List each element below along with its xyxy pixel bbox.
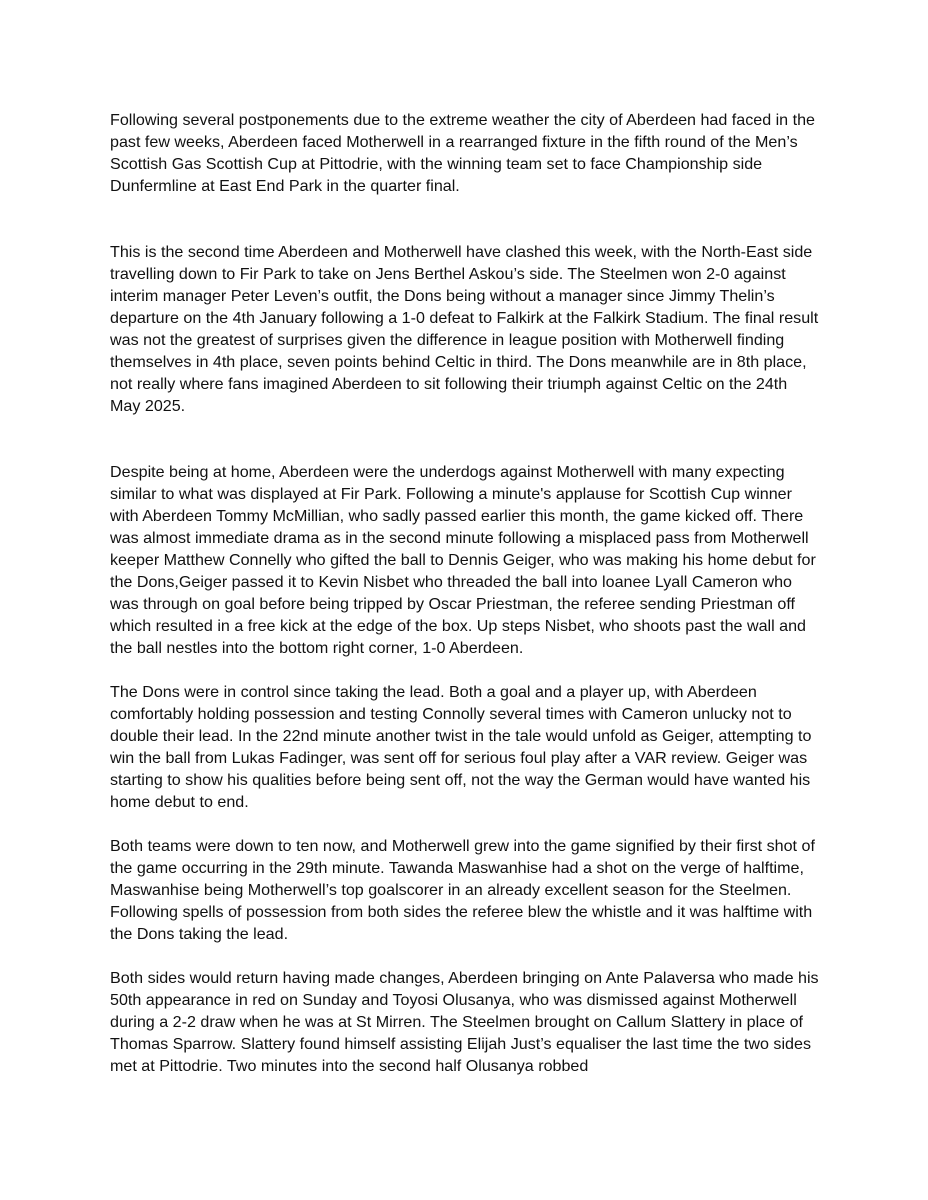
paragraph: This is the second time Aberdeen and Motherwell have clashed this week, with the North-East side travelling down to Fir Park to take on Jens Berthel Askou’s side. The Steelmen won 2-0 against interim manager Peter Leven’s outfit, the Dons being without a manager since Jimmy Thelin’s departure on the 4th January following a 1-0 defeat to Falkirk at the Falkirk Stadium. The final result was not the greatest of surprises given the difference in league position with Motherwell finding themselves in 4th place, seven points behind Celtic in third. The Dons meanwhile are in 8th place, not really where fans imagined Aberdeen to sit following their triumph against Celtic on the 24th May 2025. (110, 243, 819, 415)
paragraph: Following several postponements due to the extreme weather the city of Aberdeen had faced in the past few weeks, Aberdeen faced Motherwell in a rearranged fixture in the fifth round of the Men’s Scottish Gas Scottish Cup at Pittodrie, with the winning team set to face Championship side Dunfermline at East End Park in the quarter final. (110, 111, 815, 195)
paragraph: The Dons were in control since taking the lead. Both a goal and a player up, with Aberdeen comfortably holding possession and testing Connolly several times with Cameron unlucky not to double their lead. In the 22nd minute another twist in the tale would unfold as Geiger, attempting to win the ball from Lukas Fadinger, was sent off for serious foul play after a VAR review. Geiger was starting to show his qualities before being sent off, not the way the German would have wanted his home debut to end. (110, 683, 812, 811)
paragraph: Both teams were down to ten now, and Motherwell grew into the game signified by their first shot of the game occurring in the 29th minute. Tawanda Maswanhise had a shot on the verge of halftime, Maswanhise being Motherwell’s top goalscorer in an already excellent season for the Steelmen. Following spells of possession from both sides the referee blew the whistle and it was halftime with the Dons taking the lead. (110, 837, 815, 943)
paragraph: Both sides would return having made changes, Aberdeen bringing on Ante Palaversa who made his 50th appearance in red on Sunday and Toyosi Olusanya, who was dismissed against Motherwell during a 2-2 draw when he was at St Mirren. The Steelmen brought on Callum Slattery in place of Thomas Sparrow. Slattery found himself assisting Elijah Just’s equaliser the last time the two sides met at Pittodrie. Two minutes into the second half Olusanya robbed (110, 969, 819, 1075)
article-body (110, 109, 820, 1077)
paragraph: Despite being at home, Aberdeen were the underdogs against Motherwell with many expecting similar to what was displayed at Fir Park. Following a minute's applause for Scottish Cup winner with Aberdeen Tommy McMillian, who sadly passed earlier this month, the game kicked off. There was almost immediate drama as in the second minute following a misplaced pass from Motherwell keeper Matthew Connelly who gifted the ball to Dennis Geiger, who was making his home debut for the Dons,Geiger passed it to Kevin Nisbet who threaded the ball into loanee Lyall Cameron who was through on goal before being tripped by Oscar Priestman, the referee sending Priestman off which resulted in a free kick at the edge of the box. Up steps Nisbet, who shoots past the wall and the ball nestles into the bottom right corner, 1-0 Aberdeen. (110, 463, 816, 657)
